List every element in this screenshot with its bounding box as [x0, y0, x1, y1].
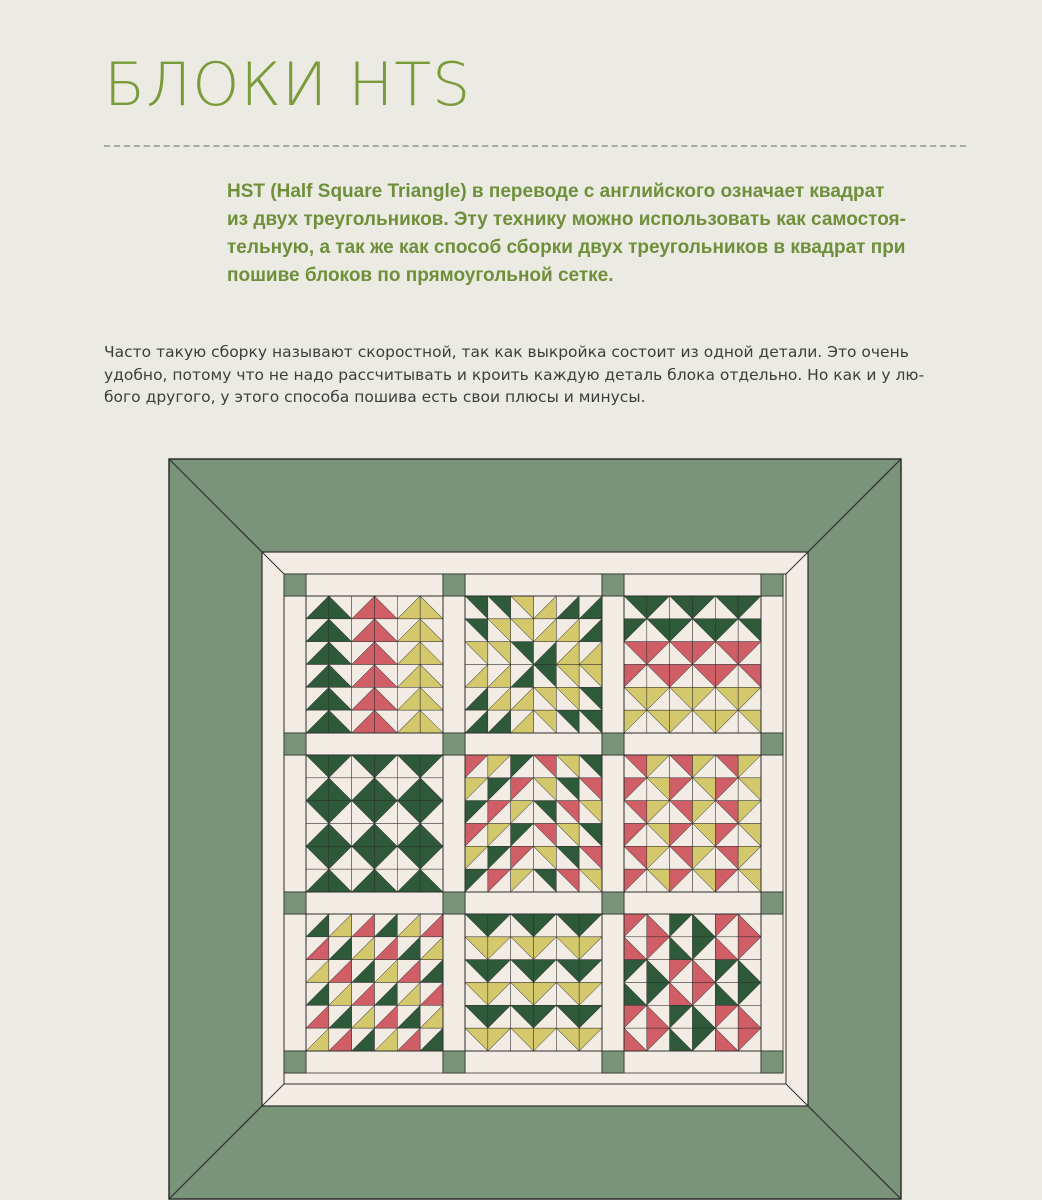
cornerstone	[443, 1051, 465, 1073]
block-zigzag-horizontal	[624, 596, 761, 733]
lead-line: тельную, а так же как способ сборки двух треугольников в квадрат при	[227, 237, 906, 258]
page-title: БЛОКИ HTS	[104, 50, 472, 120]
block-diamond-ring	[465, 596, 602, 733]
block-mixed	[465, 914, 602, 1051]
lead-line: пошиве блоков по прямоугольной сетке.	[227, 265, 614, 286]
cornerstone	[761, 892, 783, 914]
block-arrows	[465, 755, 602, 892]
block-herringbone	[624, 755, 761, 892]
lead-line: HST (Half Square Triangle) в переводе с английского означает квадрат	[227, 181, 885, 202]
body-line: удобно, потому что не надо рассчитывать и кроить каждую деталь блока отдельно. Но как и у лю-	[104, 365, 925, 384]
cornerstone	[284, 892, 306, 914]
body-paragraph	[104, 341, 984, 409]
cornerstone	[284, 574, 306, 596]
cornerstone	[602, 1051, 624, 1073]
block-trees	[306, 596, 443, 733]
cornerstone	[761, 733, 783, 755]
block-chevrons-vertical	[306, 755, 443, 892]
lead-line: из двух треугольников. Эту технику можно использовать как самостоя-	[227, 209, 906, 230]
lead-paragraph	[227, 178, 987, 290]
cornerstone	[602, 574, 624, 596]
cornerstone	[284, 1051, 306, 1073]
cornerstone	[443, 892, 465, 914]
body-line: Часто такую сборку называют скоростной, так как выкройка состоит из одной детали. Это очень	[104, 343, 909, 361]
body-line: бого другого, у этого способа пошива есть свои плюсы и минусы.	[104, 388, 646, 406]
cornerstone	[284, 733, 306, 755]
cornerstone	[602, 892, 624, 914]
cornerstone	[761, 1051, 783, 1073]
block-hourglass	[624, 914, 761, 1051]
cornerstone	[443, 733, 465, 755]
cornerstone	[761, 574, 783, 596]
block-diagonal-stripes	[306, 914, 443, 1051]
dashed-divider	[104, 145, 966, 147]
cornerstone	[443, 574, 465, 596]
quilt-illustration	[168, 458, 902, 1200]
cornerstone	[602, 733, 624, 755]
